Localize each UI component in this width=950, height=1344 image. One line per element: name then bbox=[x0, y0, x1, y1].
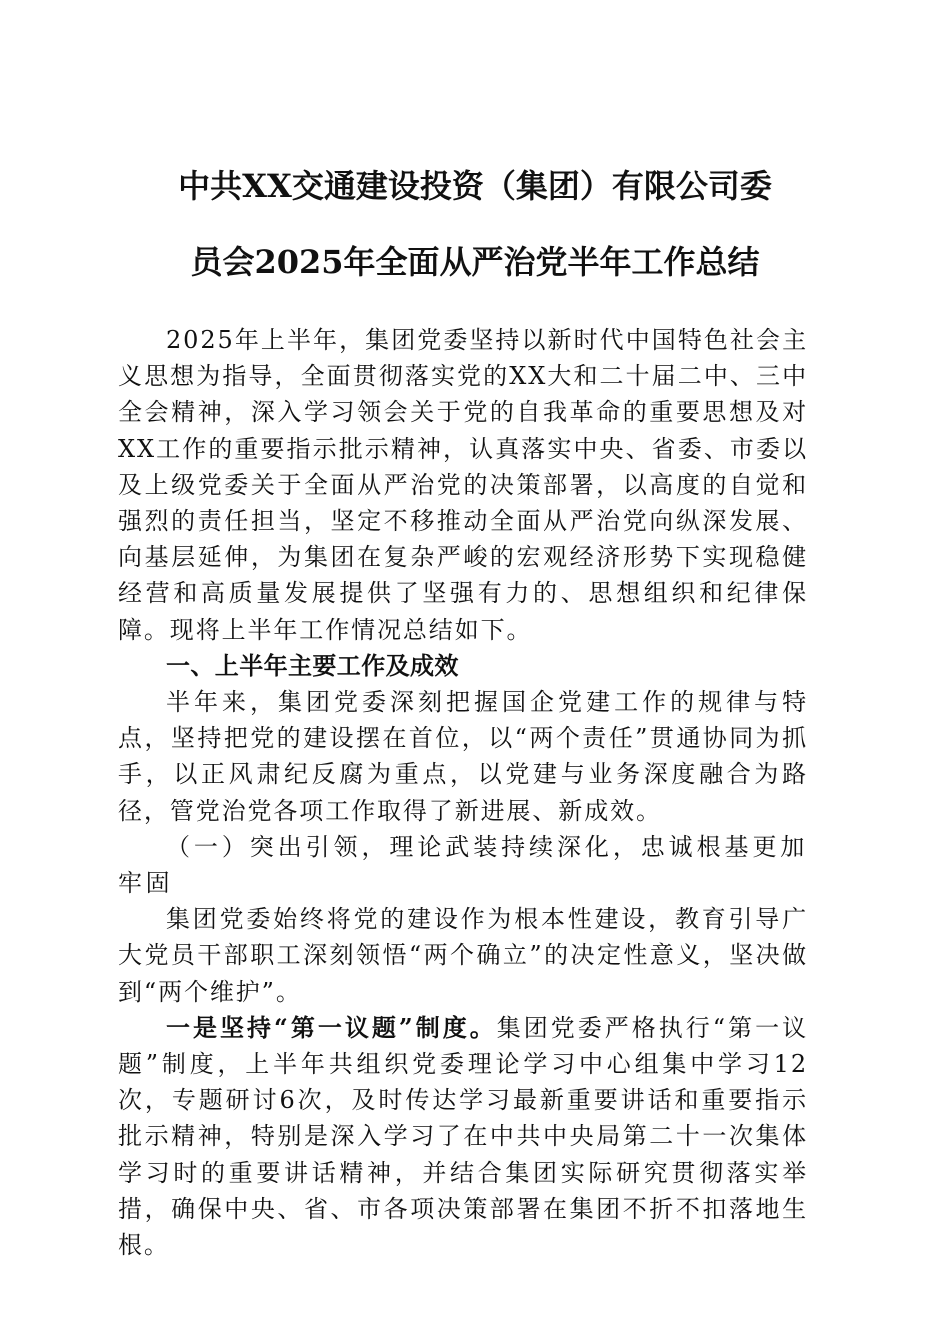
item-text: 集团党委严格执行“第一议题”制度，上半年共组织党委理论学习中心组集中学习12次，专题研讨6次，及时传达学习最新重要讲话和重要指示批示精神，特别是深入学习了在中共中央局第二十一次集体学习时的重要讲话精神，并结合集团实际研究贯彻落实举措，确保中央、省、市各项决策部署在集团不折不扣落地生根。 bbox=[118, 1013, 808, 1260]
section-paragraph: 半年来，集团党委深刻把握国企党建工作的规律与特点，坚持把党的建设摆在首位，以“两个责任”贯通协同为抓手，以正风肃纪反腐为重点，以党建与业务深度融合为路径，管党治党各项工作取得了新进展、新成效。 bbox=[118, 688, 808, 825]
title-line-1: 中共XX交通建设投资（集团）有限公司委 bbox=[178, 167, 772, 205]
item-lead: 一是坚持“第一议题”制度。 bbox=[166, 1012, 497, 1042]
section-heading: 一、上半年主要工作及成效 bbox=[166, 651, 459, 680]
document-body bbox=[118, 322, 808, 1263]
intro-paragraph: 2025年上半年，集团党委坚持以新时代中国特色社会主义思想为指导，全面贯彻落实党的XX大和二十届二中、三中全会精神，深入学习领会关于党的自我革命的重要思想及对XX工作的重要指示批示精神，认真落实中央、省委、市委以及上级党委关于全面从严治党的决策部署，以高度的自觉和强烈的责任担当，坚定不移推动全面从严治党向纵深发展、向基层延伸，为集团在复杂严峻的宏观经济形势下实现稳健经营和高质量发展提供了坚强有力的、思想组织和纪律保障。现将上半年工作情况总结如下。 bbox=[118, 326, 808, 644]
subsection-heading: （一）突出引领，理论武装持续深化，忠诚根基更加牢固 bbox=[118, 832, 808, 898]
subsection-paragraph: 集团党委始终将党的建设作为根本性建设，教育引导广大党员干部职工深刻领悟“两个确立”的决定性意义，坚决做到“两个维护”。 bbox=[118, 905, 808, 1006]
title-line-2: 员会2025年全面从严治党半年工作总结 bbox=[190, 243, 760, 281]
item-paragraph bbox=[118, 1010, 808, 1263]
document-title bbox=[118, 148, 832, 300]
